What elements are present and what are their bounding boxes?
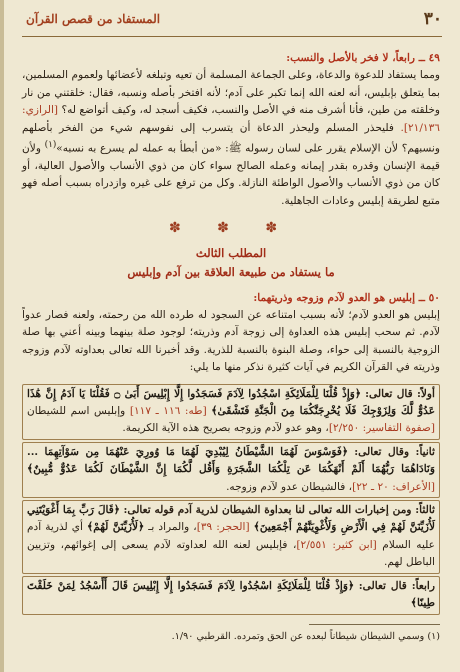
reference-razi: [الرازي: ٢١/١٣٦]. xyxy=(22,104,440,134)
quran-quote-2: ثانياً: وقال تعالى: ﴿فَوَسْوَسَ لَهُمَا الشَّيْطَانُ لِيُبْدِيَ لَهُمَا مَا وُورِيَ عَنْهُمَا مِن سَوْآتِهِمَا ... وَنَادَاهُمَا رَبُّهُمَا أَلَمْ أَنْهَكُمَا عَن تِلْكُمَا الشَّجَرَةِ وَأَقُل لَّكُمَا إِنَّ الشَّيْطَانَ لَكُمَا عَدُوٌّ مُّبِينٌ﴾ [الأعراف: ٢٠ ـ ٢٢]، فالشيطان عدو لآدم وزوجه. xyxy=(22,442,440,498)
footnote: (١) وسمي الشيطان شيطاناً لبعده عن الحق وتمرده. القرطبي ١/٩٠. xyxy=(171,631,440,642)
page-header xyxy=(4,0,460,38)
quran-quote-1: أولاً: قال تعالى: ﴿وَإِذْ قُلْنَا لِلْمَلَائِكَةِ اسْجُدُوا لِآدَمَ فَسَجَدُوا إِلَّا إِبْلِيسَ أَبَىٰ ۝ فَقُلْنَا يَا آدَمُ إِنَّ هَٰذَا عَدُوٌّ لَّكَ وَلِزَوْجِكَ فَلَا يُخْرِجَنَّكُمَا مِنَ الْجَنَّةِ فَتَشْقَىٰ﴾ [طه: ١١٦ ـ ١١٧] وإبليس اسم للشيطان [صفوة التفاسير: ٢/٢٥٠]، وهو عدو لآدم وزوجه بصريح هذه الآية الكريمة. xyxy=(22,384,440,440)
verse-taha: ﴿وَإِذْ قُلْنَا لِلْمَلَائِكَةِ اسْجُدُوا لِآدَمَ فَسَجَدُوا إِلَّا إِبْلِيسَ أَبَىٰ ۝ فَقُلْنَا يَا آدَمُ إِنَّ هَٰذَا عَدُوٌّ لَّكَ وَلِزَوْجِكَ فَلَا يُخْرِجَنَّكُمَا مِنَ الْجَنَّةِ فَتَشْقَىٰ﴾ xyxy=(27,387,436,418)
section-50-heading: ٥٠ ــ إبليس هو العدو لآدم وزوجه وذريتهما: xyxy=(253,291,440,304)
footnote-divider xyxy=(309,624,440,625)
verse-hijr: ﴿قَالَ رَبِّ بِمَا أَغْوَيْتَنِي لَأُزَيِّنَنَّ لَهُمْ فِي الْأَرْضِ وَلَأُغْوِيَنَّهُمْ أَجْمَعِينَ﴾ xyxy=(27,504,436,534)
footnote-marker: (١) xyxy=(44,140,57,151)
verse-isra: ﴿وَإِذْ قُلْنَا لِلْمَلَائِكَةِ اسْجُدُوا لِآدَمَ فَسَجَدُوا إِلَّا إِبْلِيسَ قَالَ أَأَسْجُدُ لِمَنْ خَلَقْتَ طِينًا﴾ xyxy=(27,579,435,610)
chapter-title: المطلب الثالث xyxy=(195,245,267,260)
header-divider xyxy=(22,36,442,37)
page-number: ٣٠ xyxy=(423,9,442,29)
quran-quote-3: ثالثاً: ومن إخبارات الله تعالى لنا بعداوة الشيطان لذرية آدم قوله تعالى: ﴿قَالَ رَبِّ بِمَا أَغْوَيْتَنِي لَأُزَيِّنَنَّ لَهُمْ فِي الْأَرْضِ وَلَأُغْوِيَنَّهُمْ أَجْمَعِينَ﴾ [الحجر: ٣٩]، والمراد بـ ﴿لَأُزَيِّنَنَّ لَهُمْ﴾ أي لذرية آدم عليه السلام [ابن كثير: ٢/٥٥١]، فإبليس لعنه الله لعداوته لآدم يسعى إلى إغوائهم، وتزيين الباطل لهم. xyxy=(22,500,440,574)
section-50-paragraph-1: إبليس هو العدو لآدم؛ لأنه بسبب امتناعه عن السجود له طرده الله من رحمته، ولعنه فصار عدواً لآدم. ثم سحب إبليس هذه العداوة إلى زوجة آدم وذريته؛ لوجود صلة بينهما وبينه أعني بها صلة الزوجية بالنسبة إلى حواء، وصلة البنوة بالنسبة للذرية. وقد أخبرنا الله تعالى بعداوته لآدم وزوجه وذريته في القرآن الكريم في آيات كثيرة نذكر منها ما يلي: xyxy=(22,309,440,374)
verse-araf: ﴿فَوَسْوَسَ لَهُمَا الشَّيْطَانُ لِيُبْدِيَ لَهُمَا مَا وُورِيَ عَنْهُمَا مِن سَوْآتِهِمَا ... وَنَادَاهُمَا رَبُّهُمَا أَلَمْ أَنْهَكُمَا عَن تِلْكُمَا الشَّجَرَةِ وَأَقُل لَّكُمَا إِنَّ الشَّيْطَانَ لَكُمَا عَدُوٌّ مُّبِينٌ﴾ xyxy=(27,445,435,476)
section-divider-stars: ✽ ✽ ✽ xyxy=(168,220,294,237)
chapter-subtitle: ما يستفاد من طبيعة العلاقة بين آدم وإبليس xyxy=(127,264,335,279)
section-49-heading: ٤٩ ــ رابعاً، لا فخر بالأصل والنسب: xyxy=(286,52,440,64)
quran-quote-4: رابعاً: قال تعالى: ﴿وَإِذْ قُلْنَا لِلْمَلَائِكَةِ اسْجُدُوا لِآدَمَ فَسَجَدُوا إِلَّا إِبْلِيسَ قَالَ أَأَسْجُدُ لِمَنْ خَلَقْتَ طِينًا﴾ xyxy=(22,576,440,615)
section-49-paragraph-1: ومما يستفاد للدعوة والدعاة، وعلى الجماعة المسلمة أن تعيه وتبلغه لأعضائها ولعموم المسلمين، بما يتعلق بإبليس، أنه لعنه الله إنما تكبر على آدم؛ لأنه افتخر بأصله ونسبه، فقال: خلقتني من نار وخلقته من طين، فأنا أشرف منه في الأصل والنسب، فكيف أسجد له، وكيف أتواضع له؟ [الرازي: ٢١/١٣٦]. فليحذر المسلم وليحذر الدعاة أن يتسرب إلى نفوسهم شيء من الفخر بأصلهم ونسبهم؟ لأن الإسلام يقرر على لسان رسوله ﷺ: «من أبطأ به عمله لم يسرع به نسبه»$^{(١)}$ ولأن قيمة الإنسان وقدره بقدر إيمانه وعمله الصالح سواء كان من ذوي الأنساب والأصول العالية، أو كان من ذوي الأنساب والأصول الواطئة النازلة. وكل من ترفع على غيره وازدراه بسبب أصله فهو متبع لطريقة إبليس وعادات الجاهلية. xyxy=(22,69,441,207)
running-title: المستفاد من قصص القرآن xyxy=(26,12,161,26)
page-body xyxy=(22,50,440,617)
